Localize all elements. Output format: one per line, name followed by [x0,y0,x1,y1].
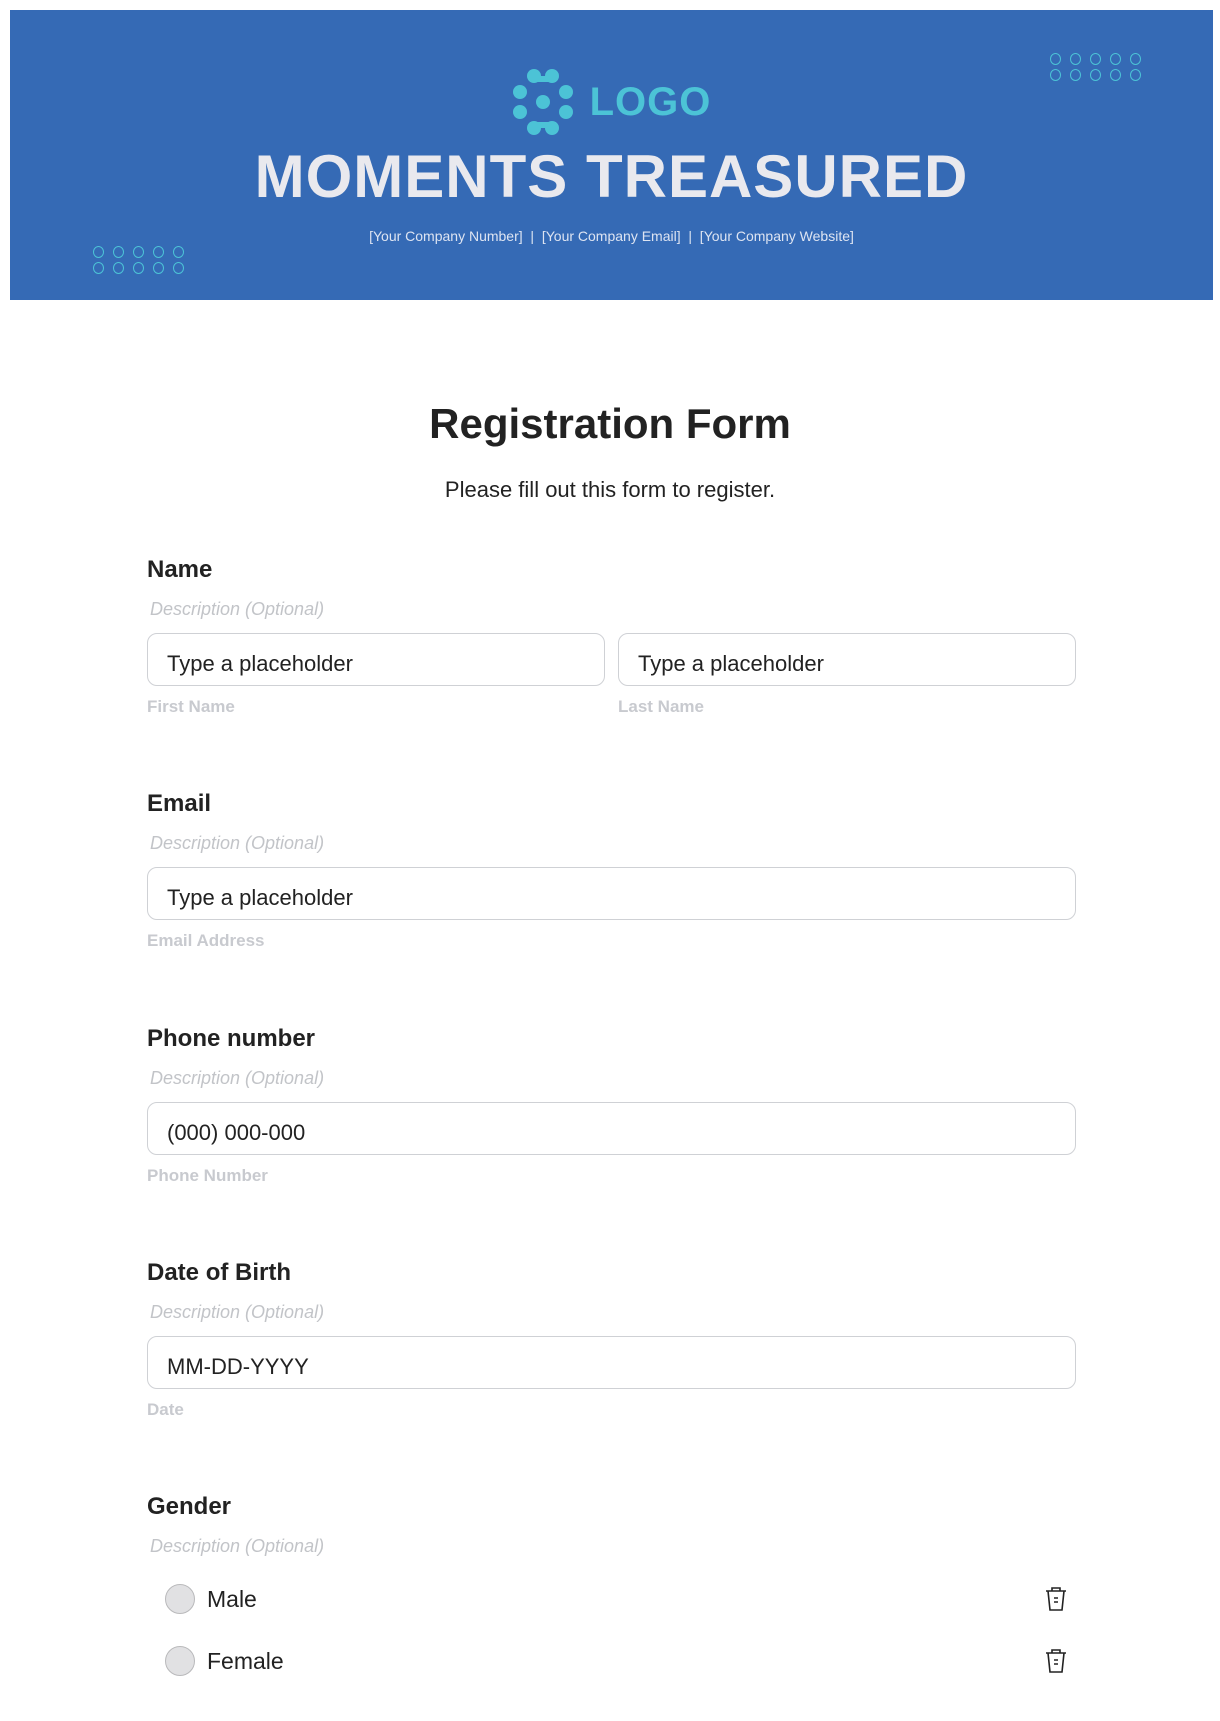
gender-option-female[interactable] [147,1641,1076,1681]
radio-male[interactable] [165,1584,195,1614]
phone-section [147,1025,1076,1186]
phone-label: Phone number [147,1025,316,1052]
email-sublabel: Email Address [147,931,265,950]
last-name-sublabel: Last Name [618,697,704,716]
brand-name: MOMENTS TREASURED [254,143,969,210]
dob-sublabel: Date [147,1400,184,1419]
dob-label: Date of Birth [147,1259,291,1286]
option-label: Female [207,1647,284,1674]
first-name-input[interactable]: Type a placeholder [147,633,605,686]
option-label: Male [207,1585,257,1612]
decorative-dots [93,246,185,274]
gender-label: Gender [147,1493,232,1520]
first-name-sublabel: First Name [147,697,235,716]
phone-sublabel: Phone Number [147,1166,268,1185]
email-description: Description (Optional) [150,833,325,853]
dob-input[interactable]: MM-DD-YYYY [147,1336,1076,1389]
logo-icon [512,68,582,136]
email-input[interactable]: Type a placeholder [147,867,1076,920]
email-label: Email [147,790,212,817]
gender-option-male[interactable] [147,1579,1076,1619]
radio-female[interactable] [165,1646,195,1676]
logo-text: LOGO [589,79,712,124]
phone-description: Description (Optional) [150,1068,325,1088]
trash-icon[interactable] [1044,1586,1068,1612]
dob-description: Description (Optional) [150,1302,325,1322]
gender-description: Description (Optional) [150,1536,325,1556]
phone-input[interactable]: (000) 000-000 [147,1102,1076,1155]
gender-section [147,1493,1076,1681]
header-banner [10,10,1213,300]
name-label: Name [147,556,213,583]
logo [10,68,1213,136]
name-section [147,556,1076,717]
company-contact: [Your Company Number] | [Your Company Email] | [Your Company Website] [369,228,854,244]
form-title: Registration Form [429,400,791,447]
last-name-input[interactable]: Type a placeholder [618,633,1076,686]
dob-section [147,1259,1076,1420]
name-description: Description (Optional) [150,599,325,619]
trash-icon[interactable] [1044,1648,1068,1674]
form-subtitle: Please fill out this form to register. [444,477,776,502]
email-section [147,790,1076,951]
